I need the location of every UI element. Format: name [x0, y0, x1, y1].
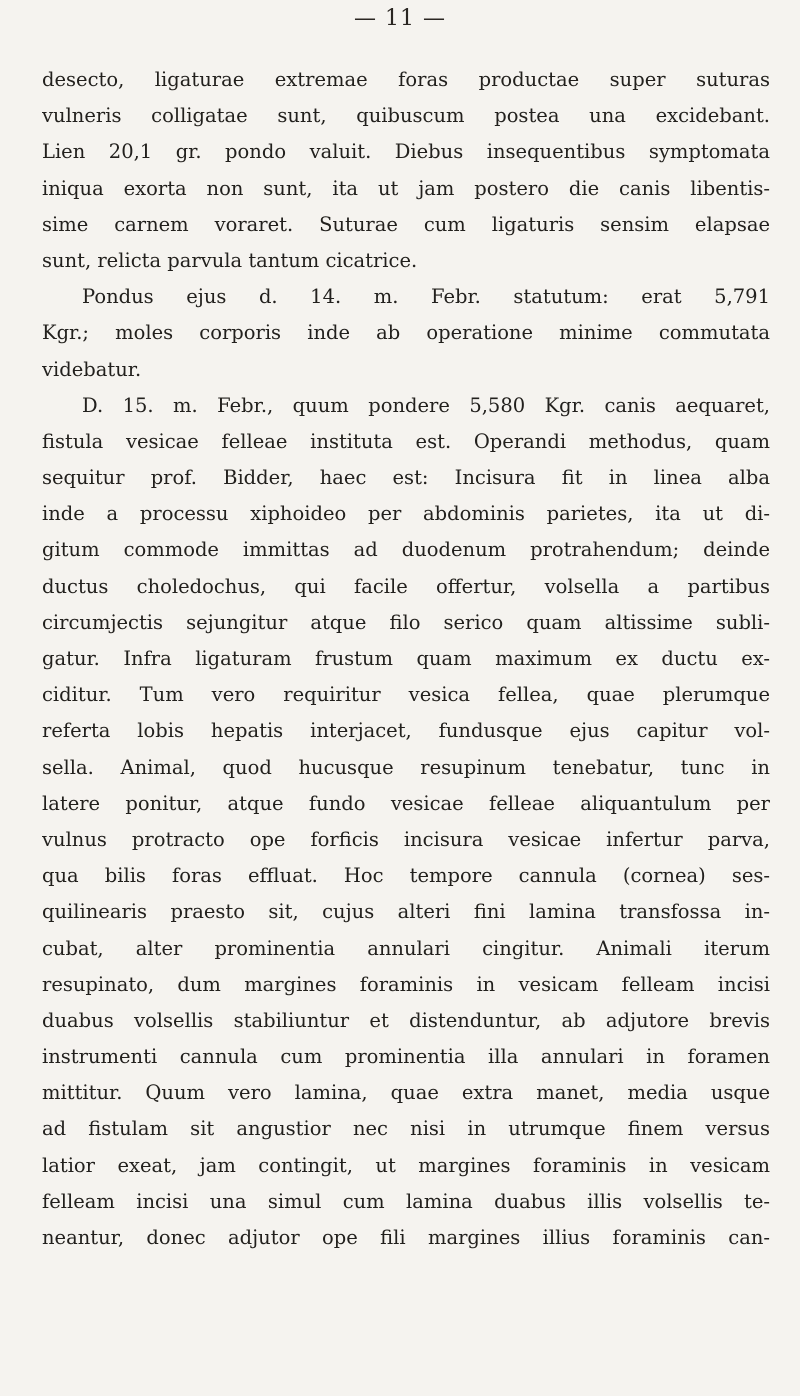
text-line: Pondus ejus d. 14. m. Febr. statutum: erat 5,791 — [82, 285, 770, 309]
text-line: ad fistulam sit angustior nec nisi in utrumque finem versus — [42, 1117, 770, 1141]
text-line: quilinearis praesto sit, cujus alteri fini lamina transfossa in- — [42, 900, 770, 924]
body-text — [42, 62, 770, 1256]
text-line: iniqua exorta non sunt, ita ut jam postero die canis libentis- — [42, 176, 770, 200]
text-line: D. 15. m. Febr., quum pondere 5,580 Kgr. canis aequaret, — [82, 393, 770, 417]
text-line: felleam incisi una simul cum lamina duabus illis volsellis te- — [42, 1189, 770, 1213]
text-line: gitum commode immittas ad duodenum protrahendum; deinde — [42, 538, 770, 562]
text-line: latere ponitur, atque fundo vesicae felleae aliquantulum per — [42, 791, 770, 815]
text-line: sella. Animal, quod hucusque resupinum tenebatur, tunc in — [42, 755, 770, 779]
text-line: mittitur. Quum vero lamina, quae extra manet, media usque — [42, 1081, 770, 1105]
text-line: Kgr.; moles corporis inde ab operatione minime commutata — [42, 321, 770, 345]
text-line: cubat, alter prominentia annulari cingitur. Animali iterum — [42, 936, 770, 960]
text-line: resupinato, dum margines foraminis in vesicam felleam incisi — [42, 972, 770, 996]
text-line: sequitur prof. Bidder, haec est: Incisura fit in linea alba — [42, 466, 770, 490]
text-line: fistula vesicae felleae instituta est. Operandi methodus, quam — [42, 429, 770, 453]
text-line: sunt, relicta parvula tantum cicatrice. — [42, 248, 418, 272]
text-line: referta lobis hepatis interjacet, fundusque ejus capitur vol- — [42, 719, 770, 743]
text-line: neantur, donec adjutor ope fili margines illius foraminis can- — [42, 1226, 770, 1249]
text-line: Lien 20,1 gr. pondo valuit. Diebus insequentibus symptomata — [42, 140, 770, 164]
text-line: ductus choledochus, qui facile offertur, volsella a partibus — [42, 574, 770, 598]
text-line: qua bilis foras effluat. Hoc tempore cannula (cornea) ses- — [42, 864, 770, 888]
page-number: — 11 — — [354, 6, 446, 31]
text-line: latior exeat, jam contingit, ut margines foraminis in vesicam — [42, 1153, 770, 1177]
text-line: instrumenti cannula cum prominentia illa annulari in foramen — [42, 1045, 770, 1069]
text-line: videbatur. — [42, 357, 142, 381]
text-line: vulneris colligatae sunt, quibuscum postea una excidebant. — [42, 104, 770, 128]
text-line: ciditur. Tum vero requiritur vesica fellea, quae plerumque — [42, 683, 770, 707]
text-line: sime carnem voraret. Suturae cum ligaturis sensim elapsae — [42, 212, 770, 236]
text-line: vulnus protracto ope forficis incisura vesicae infertur parva, — [42, 827, 770, 851]
text-line: desecto, ligaturae extremae foras productae super suturas — [42, 68, 770, 91]
text-line: inde a processu xiphoideo per abdominis parietes, ita ut di- — [42, 502, 770, 526]
text-line: circumjectis sejungitur atque filo serico quam altissime subli- — [42, 610, 770, 634]
text-line: gatur. Infra ligaturam frustum quam maximum ex ductu ex- — [42, 647, 770, 670]
text-line: duabus volsellis stabiliuntur et distenduntur, ab adjutore brevis — [42, 1008, 770, 1032]
